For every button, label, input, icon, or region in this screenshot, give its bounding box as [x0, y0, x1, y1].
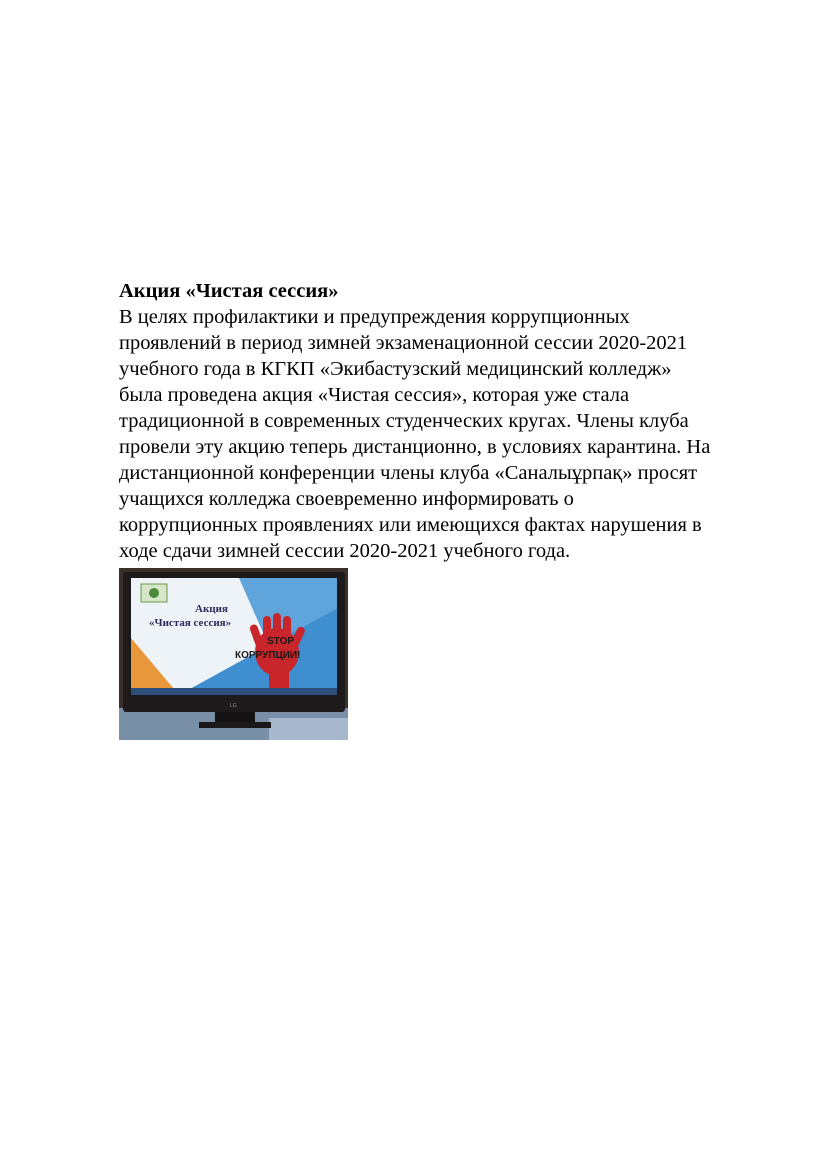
slide-heading-line2: «Чистая сессия»	[149, 617, 232, 629]
monitor-photo-illustration	[119, 568, 348, 740]
monitor-stand	[215, 712, 255, 722]
monitor-brand-label: LG	[230, 703, 237, 709]
paragraph-line: провели эту акцию теперь дистанционно, в условиях карантина. На	[119, 436, 711, 458]
document-body	[119, 278, 779, 564]
paragraph-line: традиционной в современных студенческих кругах. Члены клуба	[119, 410, 689, 432]
paragraph-line: дистанционной конференции члены клуба «Саналыұрпақ» просят	[119, 462, 698, 484]
screen-taskbar	[131, 688, 337, 695]
college-logo-emblem	[149, 588, 159, 598]
paragraph-line: учащихся колледжа своевременно информировать о	[119, 488, 574, 510]
monitor-photo	[119, 568, 348, 740]
desk-reflection	[269, 718, 348, 740]
document-paragraph	[119, 304, 779, 564]
slide-heading-line1: Акция	[195, 603, 228, 615]
slide-corruption-text: КОРРУПЦИИ!	[235, 650, 301, 661]
slide-stop-text: STOP	[267, 636, 295, 647]
paragraph-line: учебного года в КГКП «Экибастузский медицинский колледж»	[119, 358, 672, 380]
paragraph-line: проявлений в период зимней экзаменационной сессии 2020-2021	[119, 332, 688, 354]
paragraph-line: коррупционных проявлениях или имеющихся фактах нарушения в	[119, 514, 702, 536]
paragraph-line: В целях профилактики и предупреждения коррупционных	[119, 306, 630, 328]
paragraph-line: была проведена акция «Чистая сессия», которая уже стала	[119, 384, 630, 406]
monitor-base	[199, 722, 271, 728]
paragraph-line: ходе сдачи зимней сессии 2020-2021 учебного года.	[119, 540, 571, 562]
document-title: Акция «Чистая сессия»	[119, 280, 339, 302]
